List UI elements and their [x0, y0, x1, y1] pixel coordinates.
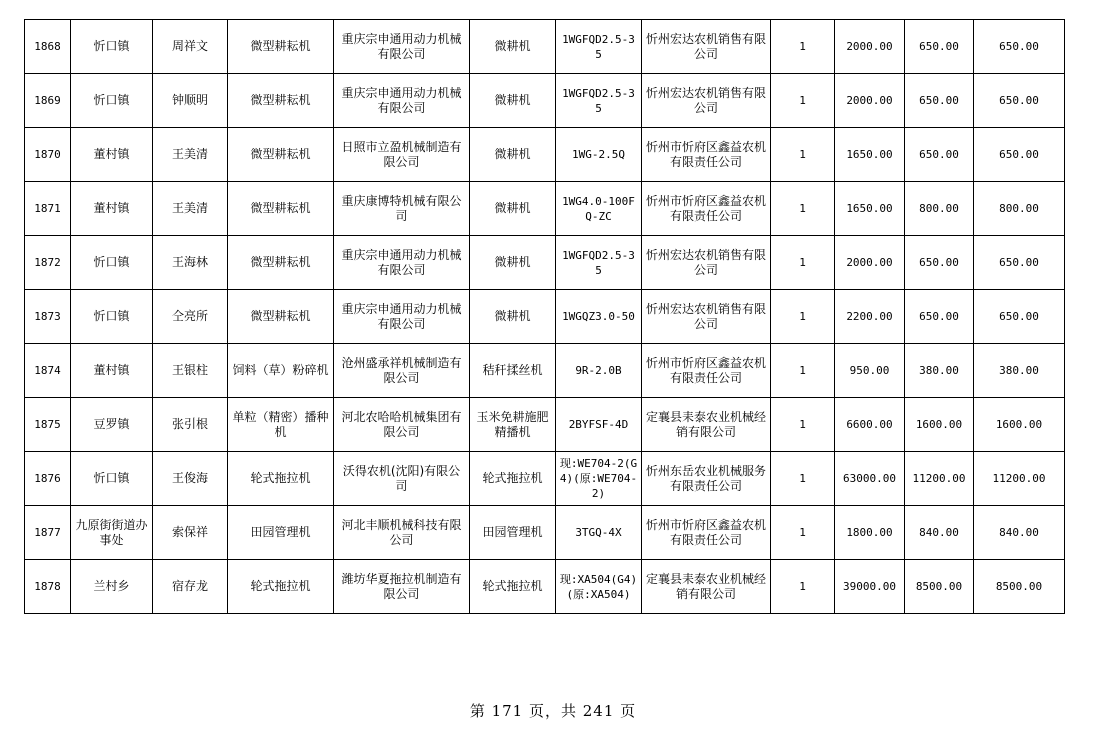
cell-total-subsidy: 650.00 — [974, 290, 1065, 344]
cell-manufacturer: 河北丰顺机械科技有限公司 — [334, 506, 470, 560]
cell-quantity: 1 — [771, 398, 835, 452]
cell-central-subsidy: 1600.00 — [905, 398, 974, 452]
table-row — [25, 398, 1065, 452]
cell-manufacturer: 日照市立盈机械制造有限公司 — [334, 128, 470, 182]
cell-town: 豆罗镇 — [71, 398, 153, 452]
cell-total-subsidy: 650.00 — [974, 128, 1065, 182]
cell-farmer-name: 宿存龙 — [153, 560, 228, 614]
cell-machine-category: 田园管理机 — [228, 506, 334, 560]
cell-product-name: 田园管理机 — [470, 506, 556, 560]
table-row — [25, 290, 1065, 344]
cell-serial-number: 1870 — [25, 128, 71, 182]
cell-serial-number: 1869 — [25, 74, 71, 128]
cell-town: 忻口镇 — [71, 452, 153, 506]
cell-product-name: 微耕机 — [470, 290, 556, 344]
cell-serial-number: 1871 — [25, 182, 71, 236]
table-row — [25, 182, 1065, 236]
cell-total-subsidy: 380.00 — [974, 344, 1065, 398]
cell-total-subsidy: 650.00 — [974, 236, 1065, 290]
cell-machine-category: 单粒（精密）播种机 — [228, 398, 334, 452]
cell-product-name: 玉米免耕施肥精播机 — [470, 398, 556, 452]
cell-product-name: 微耕机 — [470, 20, 556, 74]
cell-serial-number: 1878 — [25, 560, 71, 614]
cell-model: 现:WE704-2(G4)(原:WE704-2) — [556, 452, 642, 506]
cell-product-name: 微耕机 — [470, 182, 556, 236]
cell-central-subsidy: 380.00 — [905, 344, 974, 398]
cell-central-subsidy: 650.00 — [905, 290, 974, 344]
cell-product-name: 轮式拖拉机 — [470, 452, 556, 506]
cell-manufacturer: 重庆宗申通用动力机械有限公司 — [334, 290, 470, 344]
cell-machine-category: 轮式拖拉机 — [228, 452, 334, 506]
cell-manufacturer: 重庆宗申通用动力机械有限公司 — [334, 20, 470, 74]
cell-sale-price: 950.00 — [835, 344, 905, 398]
cell-serial-number: 1868 — [25, 20, 71, 74]
table-row — [25, 506, 1065, 560]
cell-farmer-name: 钟顺明 — [153, 74, 228, 128]
cell-serial-number: 1874 — [25, 344, 71, 398]
cell-manufacturer: 沧州盛承祥机械制造有限公司 — [334, 344, 470, 398]
cell-quantity: 1 — [771, 452, 835, 506]
table-row — [25, 74, 1065, 128]
cell-machine-category: 微型耕耘机 — [228, 74, 334, 128]
cell-central-subsidy: 650.00 — [905, 128, 974, 182]
cell-manufacturer: 重庆宗申通用动力机械有限公司 — [334, 74, 470, 128]
cell-total-subsidy: 650.00 — [974, 74, 1065, 128]
cell-serial-number: 1873 — [25, 290, 71, 344]
cell-quantity: 1 — [771, 182, 835, 236]
cell-town: 董村镇 — [71, 128, 153, 182]
cell-quantity: 1 — [771, 236, 835, 290]
cell-dealer: 忻州市忻府区鑫益农机有限责任公司 — [642, 128, 771, 182]
cell-manufacturer: 潍坊华夏拖拉机制造有限公司 — [334, 560, 470, 614]
cell-town: 董村镇 — [71, 182, 153, 236]
cell-model: 1WGFQD2.5-35 — [556, 20, 642, 74]
cell-model: 1WGFQD2.5-35 — [556, 74, 642, 128]
cell-dealer: 忻州市忻府区鑫益农机有限责任公司 — [642, 182, 771, 236]
cell-machine-category: 微型耕耘机 — [228, 182, 334, 236]
cell-dealer: 定襄县耒泰农业机械经销有限公司 — [642, 560, 771, 614]
cell-central-subsidy: 650.00 — [905, 236, 974, 290]
table-row — [25, 344, 1065, 398]
cell-product-name: 轮式拖拉机 — [470, 560, 556, 614]
cell-town: 忻口镇 — [71, 236, 153, 290]
table-body — [25, 20, 1065, 614]
cell-manufacturer: 重庆宗申通用动力机械有限公司 — [334, 236, 470, 290]
cell-total-subsidy: 1600.00 — [974, 398, 1065, 452]
cell-serial-number: 1877 — [25, 506, 71, 560]
cell-dealer: 忻州东岳农业机械服务有限责任公司 — [642, 452, 771, 506]
cell-model: 3TGQ-4X — [556, 506, 642, 560]
cell-farmer-name: 王俊海 — [153, 452, 228, 506]
cell-manufacturer: 重庆康博特机械有限公司 — [334, 182, 470, 236]
table-row — [25, 560, 1065, 614]
cell-model: 现:XA504(G4)(原:XA504) — [556, 560, 642, 614]
cell-central-subsidy: 800.00 — [905, 182, 974, 236]
cell-model: 1WG4.0-100FQ-ZC — [556, 182, 642, 236]
cell-machine-category: 微型耕耘机 — [228, 236, 334, 290]
cell-model: 2BYFSF-4D — [556, 398, 642, 452]
cell-quantity: 1 — [771, 128, 835, 182]
table-row — [25, 452, 1065, 506]
table-row — [25, 236, 1065, 290]
table-row — [25, 128, 1065, 182]
cell-manufacturer: 河北农哈哈机械集团有限公司 — [334, 398, 470, 452]
cell-dealer: 忻州宏达农机销售有限公司 — [642, 20, 771, 74]
cell-machine-category: 微型耕耘机 — [228, 128, 334, 182]
cell-model: 1WGQZ3.0-50 — [556, 290, 642, 344]
cell-sale-price: 2000.00 — [835, 74, 905, 128]
cell-sale-price: 6600.00 — [835, 398, 905, 452]
cell-town: 兰村乡 — [71, 560, 153, 614]
cell-town: 忻口镇 — [71, 290, 153, 344]
cell-manufacturer: 沃得农机(沈阳)有限公司 — [334, 452, 470, 506]
cell-machine-category: 微型耕耘机 — [228, 290, 334, 344]
cell-quantity: 1 — [771, 506, 835, 560]
cell-product-name: 微耕机 — [470, 74, 556, 128]
cell-sale-price: 2000.00 — [835, 236, 905, 290]
subsidy-table — [24, 19, 1065, 614]
cell-central-subsidy: 8500.00 — [905, 560, 974, 614]
cell-sale-price: 1800.00 — [835, 506, 905, 560]
cell-town: 九原街街道办事处 — [71, 506, 153, 560]
cell-town: 董村镇 — [71, 344, 153, 398]
cell-quantity: 1 — [771, 290, 835, 344]
cell-sale-price: 1650.00 — [835, 128, 905, 182]
cell-total-subsidy: 8500.00 — [974, 560, 1065, 614]
cell-total-subsidy: 650.00 — [974, 20, 1065, 74]
cell-model: 1WGFQD2.5-35 — [556, 236, 642, 290]
cell-central-subsidy: 840.00 — [905, 506, 974, 560]
cell-dealer: 忻州宏达农机销售有限公司 — [642, 74, 771, 128]
cell-farmer-name: 周祥文 — [153, 20, 228, 74]
cell-farmer-name: 仝亮所 — [153, 290, 228, 344]
cell-quantity: 1 — [771, 560, 835, 614]
cell-serial-number: 1872 — [25, 236, 71, 290]
cell-central-subsidy: 650.00 — [905, 20, 974, 74]
cell-dealer: 忻州市忻府区鑫益农机有限责任公司 — [642, 344, 771, 398]
cell-quantity: 1 — [771, 74, 835, 128]
cell-model: 1WG-2.5Q — [556, 128, 642, 182]
cell-model: 9R-2.0B — [556, 344, 642, 398]
cell-sale-price: 2000.00 — [835, 20, 905, 74]
cell-dealer: 忻州宏达农机销售有限公司 — [642, 290, 771, 344]
cell-product-name: 微耕机 — [470, 236, 556, 290]
cell-central-subsidy: 650.00 — [905, 74, 974, 128]
cell-total-subsidy: 11200.00 — [974, 452, 1065, 506]
cell-dealer: 定襄县耒泰农业机械经销有限公司 — [642, 398, 771, 452]
cell-farmer-name: 王银柱 — [153, 344, 228, 398]
cell-sale-price: 39000.00 — [835, 560, 905, 614]
cell-central-subsidy: 11200.00 — [905, 452, 974, 506]
cell-machine-category: 微型耕耘机 — [228, 20, 334, 74]
cell-sale-price: 2200.00 — [835, 290, 905, 344]
cell-sale-price: 1650.00 — [835, 182, 905, 236]
cell-total-subsidy: 800.00 — [974, 182, 1065, 236]
cell-machine-category: 饲料（草）粉碎机 — [228, 344, 334, 398]
cell-machine-category: 轮式拖拉机 — [228, 560, 334, 614]
cell-serial-number: 1876 — [25, 452, 71, 506]
cell-town: 忻口镇 — [71, 20, 153, 74]
cell-dealer: 忻州宏达农机销售有限公司 — [642, 236, 771, 290]
cell-serial-number: 1875 — [25, 398, 71, 452]
cell-sale-price: 63000.00 — [835, 452, 905, 506]
cell-farmer-name: 王美清 — [153, 182, 228, 236]
cell-farmer-name: 王海林 — [153, 236, 228, 290]
cell-town: 忻口镇 — [71, 74, 153, 128]
table-row — [25, 20, 1065, 74]
cell-product-name: 微耕机 — [470, 128, 556, 182]
cell-farmer-name: 索保祥 — [153, 506, 228, 560]
cell-farmer-name: 张引根 — [153, 398, 228, 452]
cell-dealer: 忻州市忻府区鑫益农机有限责任公司 — [642, 506, 771, 560]
cell-quantity: 1 — [771, 20, 835, 74]
cell-total-subsidy: 840.00 — [974, 506, 1065, 560]
cell-product-name: 秸秆揉丝机 — [470, 344, 556, 398]
cell-quantity: 1 — [771, 344, 835, 398]
page-number: 第 171 页，共 241 页 — [469, 702, 637, 720]
cell-farmer-name: 王美清 — [153, 128, 228, 182]
